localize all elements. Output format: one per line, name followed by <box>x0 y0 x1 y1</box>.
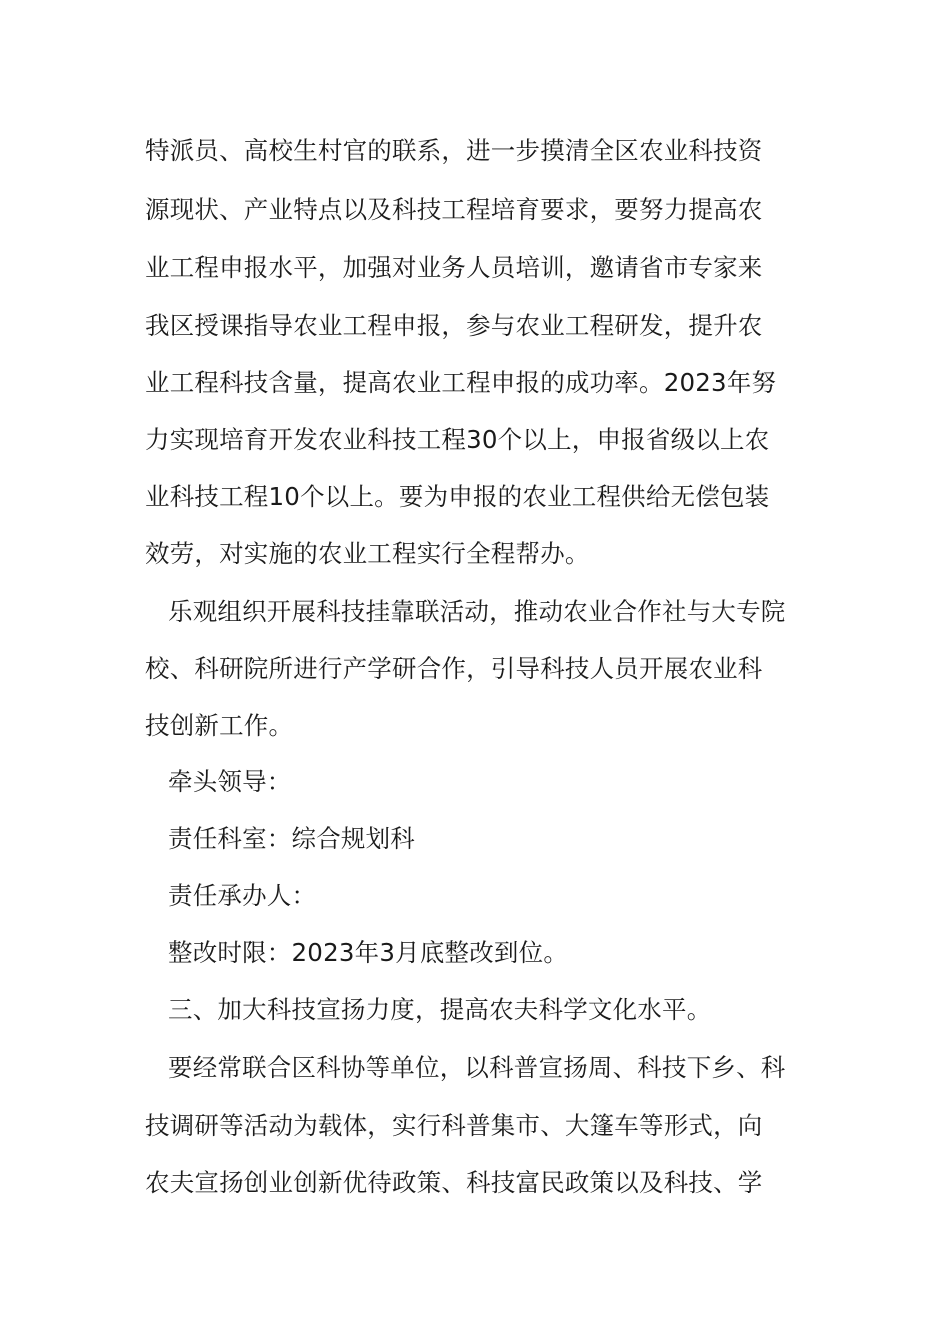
paragraph-1-line-6: 力实现培育开发农业科技工程30个以上，申报省级以上农 <box>145 425 770 454</box>
paragraph-3-line-2: 技调研等活动为载体，实行科普集市、大篷车等形式，向 <box>145 1111 763 1140</box>
paragraph-3-line-3: 农夫宣扬创业创新优待政策、科技富民政策以及科技、学 <box>145 1168 763 1197</box>
responsible-person-label: 责任承办人： <box>168 881 317 910</box>
paragraph-1-line-1: 特派员、高校生村官的联系，进一步摸清全区农业科技资 <box>145 136 763 165</box>
paragraph-1-line-7: 业科技工程10个以上。要为申报的农业工程供给无偿包装 <box>145 482 770 511</box>
paragraph-1-line-5: 业工程科技含量，提高农业工程申报的成功率。2023年努 <box>145 368 777 397</box>
responsible-office: 责任科室：综合规划科 <box>168 824 415 853</box>
section-heading: 三、加大科技宣扬力度，提高农夫科学文化水平。 <box>168 995 712 1024</box>
paragraph-1-line-4: 我区授课指导农业工程申报，参与农业工程研发，提升农 <box>145 311 763 340</box>
lead-leader-label: 牵头领导： <box>168 767 292 796</box>
paragraph-1-line-2: 源现状、产业特点以及科技工程培育要求，要努力提高农 <box>145 195 763 224</box>
paragraph-2-line-3: 技创新工作。 <box>145 711 294 740</box>
paragraph-2-line-2: 校、科研院所进行产学研合作，引导科技人员开展农业科 <box>145 654 763 683</box>
paragraph-2-line-1: 乐观组织开展科技挂靠联活动，推动农业合作社与大专院 <box>168 597 786 626</box>
paragraph-1-line-8: 效劳，对实施的农业工程实行全程帮办。 <box>145 539 590 568</box>
paragraph-3-line-1: 要经常联合区科协等单位，以科普宣扬周、科技下乡、科 <box>168 1053 786 1082</box>
paragraph-1-line-3: 业工程申报水平，加强对业务人员培训，邀请省市专家来 <box>145 253 763 282</box>
deadline: 整改时限：2023年3月底整改到位。 <box>168 938 569 967</box>
